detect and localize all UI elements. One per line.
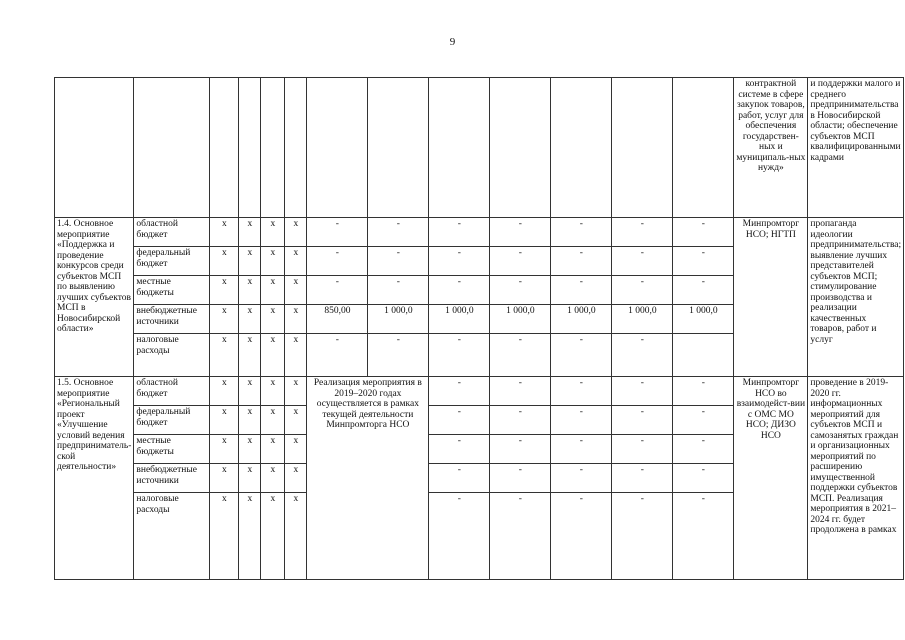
value-cell: - [673, 493, 734, 580]
funding-source: местные бюджеты [134, 435, 210, 464]
empty-cell [261, 78, 285, 218]
executor-cell: Минпромторг НСО во взаимодейст-вии с ОМС МО НСО; ДИЗО НСО [734, 377, 808, 580]
funding-source: федеральный бюджет [134, 406, 210, 435]
value-cell [673, 334, 734, 377]
result-cell: и поддержки малого и среднего предпринимательства в Новосибирской области; обеспечение субъектов МСП квалифицированными кадрами [808, 78, 904, 218]
value-cell: - [490, 276, 551, 305]
empty-cell [551, 78, 612, 218]
value-cell: - [490, 218, 551, 247]
empty-cell [612, 78, 673, 218]
value-cell: - [368, 218, 429, 247]
x-mark: x [210, 464, 239, 493]
x-mark: x [261, 493, 285, 580]
x-mark: x [285, 276, 307, 305]
result-cell: проведение в 2019-2020 гг. информационных мероприятий для субъектов МСП и самозанятых граждан и организационных мероприятий по расширению имущественной поддержки субъектов МСП. Реализация мероприятия в 2021–2024 гг. будет продолжена в рамках [808, 377, 904, 580]
value-cell: 1 000,0 [490, 305, 551, 334]
executor-cell: Минпромторг НСО; НГТП [734, 218, 808, 377]
x-mark: x [285, 377, 307, 406]
activity-name: 1.5. Основное мероприятие «Региональный проект «Улучшение условий ведения предприниматель-ской деятельности» [55, 377, 134, 580]
value-cell: - [490, 377, 551, 406]
value-cell: - [551, 493, 612, 580]
value-cell: - [551, 464, 612, 493]
funding-source: налоговые расходы [134, 493, 210, 580]
value-cell: - [429, 377, 490, 406]
value-cell: - [429, 334, 490, 377]
x-mark: x [285, 406, 307, 435]
x-mark: x [210, 218, 239, 247]
value-cell: - [490, 493, 551, 580]
value-cell: - [490, 464, 551, 493]
value-cell: 850,00 [307, 305, 368, 334]
value-cell: - [429, 435, 490, 464]
empty-cell [490, 78, 551, 218]
value-cell: - [612, 377, 673, 406]
x-mark: x [210, 493, 239, 580]
x-mark: x [261, 435, 285, 464]
result-cell: пропаганда идеологии предпринимательства; выявление лучших представителей субъектов МСП; стимулирование производства и реализации качественных товаров, работ и услуг [808, 218, 904, 377]
value-cell: - [490, 406, 551, 435]
value-cell: - [673, 377, 734, 406]
x-mark: x [285, 493, 307, 580]
value-cell: 1 000,0 [368, 305, 429, 334]
x-mark: x [261, 406, 285, 435]
empty-cell [673, 78, 734, 218]
value-cell: - [551, 406, 612, 435]
x-mark: x [285, 218, 307, 247]
x-mark: x [210, 377, 239, 406]
funding-source: налоговые расходы [134, 334, 210, 377]
value-cell: - [429, 247, 490, 276]
funding-source: федеральный бюджет [134, 247, 210, 276]
value-cell: - [490, 247, 551, 276]
x-mark: x [239, 276, 261, 305]
value-cell: - [673, 218, 734, 247]
x-mark: x [239, 377, 261, 406]
funding-source: местные бюджеты [134, 276, 210, 305]
x-mark: x [261, 276, 285, 305]
x-mark: x [210, 247, 239, 276]
value-cell: - [307, 247, 368, 276]
program-table [54, 77, 904, 580]
x-mark: x [239, 334, 261, 377]
x-mark: x [285, 305, 307, 334]
x-mark: x [210, 276, 239, 305]
value-cell: - [673, 276, 734, 305]
value-cell: 1 000,0 [612, 305, 673, 334]
value-cell: - [307, 276, 368, 305]
value-cell: - [490, 334, 551, 377]
x-mark: x [210, 305, 239, 334]
x-mark: x [261, 247, 285, 276]
value-cell: - [673, 435, 734, 464]
empty-cell [239, 78, 261, 218]
value-cell: 1 000,0 [551, 305, 612, 334]
value-cell: - [551, 377, 612, 406]
x-mark: x [261, 305, 285, 334]
value-cell: - [612, 218, 673, 247]
value-cell: - [612, 493, 673, 580]
value-cell: - [429, 406, 490, 435]
value-cell: - [429, 493, 490, 580]
empty-cell [285, 78, 307, 218]
empty-cell [429, 78, 490, 218]
empty-cell [307, 78, 368, 218]
value-cell: - [429, 464, 490, 493]
empty-cell [368, 78, 429, 218]
x-mark: x [261, 334, 285, 377]
table-row [55, 377, 904, 406]
empty-cell [210, 78, 239, 218]
x-mark: x [239, 493, 261, 580]
value-cell: - [307, 218, 368, 247]
x-mark: x [261, 218, 285, 247]
value-cell: - [551, 218, 612, 247]
x-mark: x [239, 406, 261, 435]
value-cell: - [551, 247, 612, 276]
x-mark: x [285, 247, 307, 276]
value-cell: - [673, 247, 734, 276]
value-cell: - [551, 435, 612, 464]
value-cell: - [368, 276, 429, 305]
x-mark: x [261, 464, 285, 493]
x-mark: x [210, 406, 239, 435]
value-cell: - [429, 276, 490, 305]
continuation-row [55, 78, 904, 218]
value-cell: - [368, 334, 429, 377]
value-cell: - [429, 218, 490, 247]
funding-source: внебюджетные источники [134, 305, 210, 334]
x-mark: x [285, 435, 307, 464]
value-cell: - [612, 406, 673, 435]
value-cell: - [673, 464, 734, 493]
x-mark: x [239, 435, 261, 464]
page-number: 9 [449, 36, 456, 48]
x-mark: x [210, 334, 239, 377]
value-cell: - [551, 334, 612, 377]
x-mark: x [261, 377, 285, 406]
x-mark: x [239, 247, 261, 276]
executor-cell: контрактной системе в сфере закупок товаров, работ, услуг для обеспечения государствен-ных и муниципаль-ных нужд» [734, 78, 808, 218]
value-cell: - [612, 276, 673, 305]
x-mark: x [210, 435, 239, 464]
empty-cell [55, 78, 134, 218]
empty-cell [134, 78, 210, 218]
value-cell: 1 000,0 [429, 305, 490, 334]
funding-source: областной бюджет [134, 377, 210, 406]
table-row [55, 218, 904, 247]
x-mark: x [239, 305, 261, 334]
value-cell: - [368, 247, 429, 276]
x-mark: x [239, 464, 261, 493]
x-mark: x [239, 218, 261, 247]
value-cell: - [612, 334, 673, 377]
x-mark: x [285, 334, 307, 377]
x-mark: x [285, 464, 307, 493]
value-cell: 1 000,0 [673, 305, 734, 334]
funding-source: внебюджетные источники [134, 464, 210, 493]
funding-source: областной бюджет [134, 218, 210, 247]
value-cell: - [612, 435, 673, 464]
activity-name: 1.4. Основное мероприятие «Поддержка и проведение конкурсов среди субъектов МСП по выявлению лучших субъектов МСП в Новосибирской области» [55, 218, 134, 377]
value-cell: - [551, 276, 612, 305]
value-cell: - [612, 464, 673, 493]
value-cell: - [673, 406, 734, 435]
value-cell: - [490, 435, 551, 464]
value-cell: - [307, 334, 368, 377]
value-cell: - [612, 247, 673, 276]
merged-note: Реализация мероприятия в 2019–2020 годах осуществляется в рамках текущей деятельности Минпромторга НСО [307, 377, 429, 580]
